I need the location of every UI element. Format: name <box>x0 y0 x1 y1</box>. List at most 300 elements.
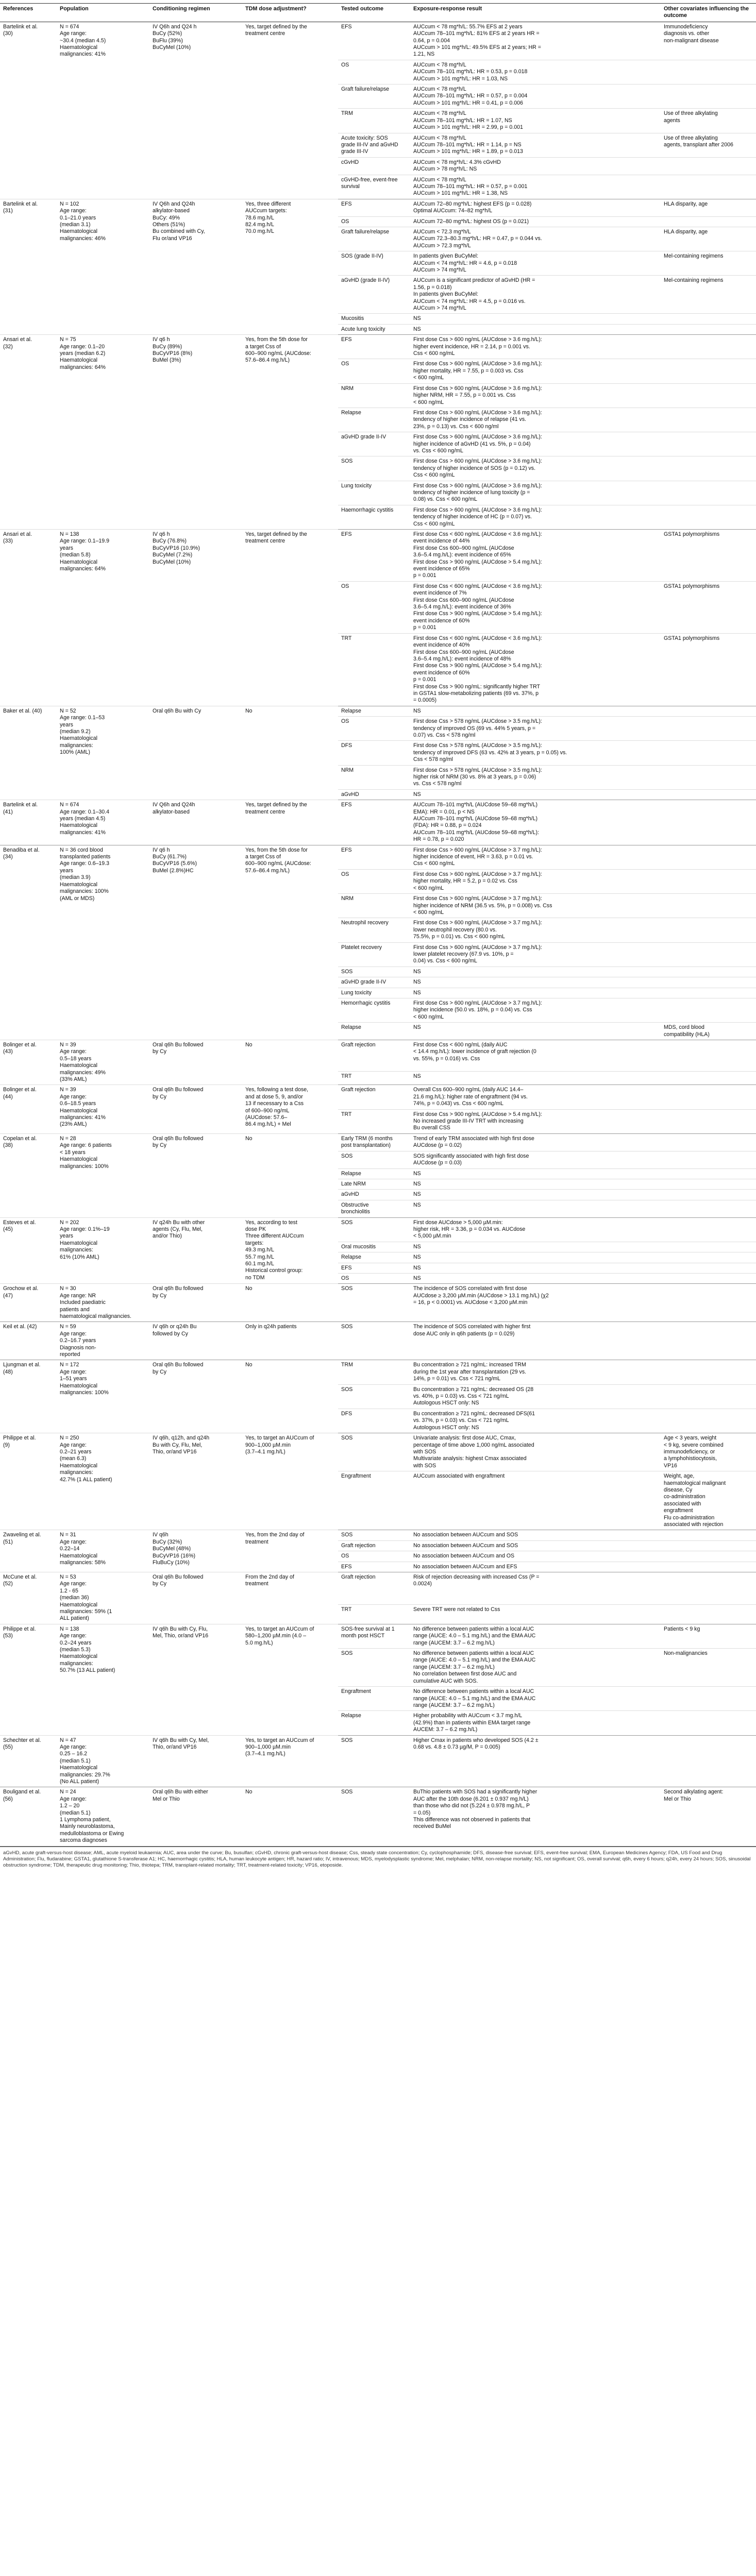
tdm-cell-line: a target Css of <box>245 854 281 860</box>
tested-outcome-cell <box>338 1217 410 1242</box>
conditioning-regimen-cell-line: Bu combined with Cy, <box>153 228 205 235</box>
conditioning-regimen-cell-line: BuMel (3%) <box>153 357 181 364</box>
population-cell-line: malignancies: 41% <box>60 829 106 836</box>
exposure-response-cell-line: AUCcum 78–101 mg*h/L (AUCdose 59–68 mg*h/L): <box>413 829 539 836</box>
exposure-response-cell-line: First dose Css > 600 ng/mL (AUCdose > 3.7 mg.h/L): <box>413 895 542 902</box>
reference-cell <box>0 1787 57 1846</box>
conditioning-regimen-cell-line: BuCyMel (10%) <box>153 44 191 51</box>
population-cell-line: N = 172 <box>60 1362 79 1368</box>
tested-outcome-cell-line: aGvHD <box>341 791 359 798</box>
exposure-response-cell-line: p = 0.001 <box>413 624 436 631</box>
tdm-cell <box>242 800 338 845</box>
exposure-response-cell <box>410 84 661 109</box>
covariates-cell <box>661 530 756 582</box>
conditioning-regimen-cell <box>149 706 242 800</box>
exposure-response-cell <box>410 1023 661 1040</box>
covariates-cell <box>661 1190 756 1200</box>
exposure-response-cell-line: AUCcum > 72.3 mg*h/L <box>413 242 471 249</box>
tdm-cell-line: 5.0 mg.h/L) <box>245 1639 273 1646</box>
reference-cell-line: Bartelink et al. <box>3 802 38 808</box>
conditioning-regimen-cell-line: BuCyMel (48%) <box>153 1546 191 1552</box>
exposure-response-cell-line: Bu concentration ≥ 721 ng/mL: decreased OS (28 <box>413 1386 534 1393</box>
reference-cell-line: Keil et al. (42) <box>3 1324 37 1330</box>
exposure-response-cell <box>410 408 661 432</box>
exposure-response-cell-line: No association between AUCcum and SOS <box>413 1532 518 1538</box>
exposure-response-cell <box>410 1179 661 1189</box>
covariates-cell <box>661 84 756 109</box>
population-cell-line: Haematological <box>60 1382 98 1389</box>
table-row <box>0 845 756 869</box>
exposure-response-cell-line: First dose Css > 600 ng/mL (AUCdose > 3.7 mg.h/L): <box>413 999 542 1006</box>
covariates-cell-line: co-administration <box>664 1494 705 1500</box>
header-tested-outcome: Tested outcome <box>338 4 410 22</box>
exposure-response-cell-line: < 5,000 µM.min <box>413 1233 451 1240</box>
tested-outcome-cell-line: TRT <box>341 1606 352 1613</box>
tdm-cell-line: No <box>245 1362 253 1368</box>
reference-cell-line: Ansari et al. <box>3 336 32 343</box>
tested-outcome-cell <box>338 133 410 157</box>
reference-cell <box>0 1284 57 1322</box>
exposure-response-cell-line: No association between AUCcum and SOS <box>413 1542 518 1549</box>
reference-cell-line: Grochow et al. <box>3 1285 39 1292</box>
population-cell <box>57 22 149 199</box>
exposure-response-cell-line: tendency of higher incidence of HC (p = 0.07) vs. <box>413 514 532 520</box>
exposure-response-cell-line: < 14.4 mg.h/L): lower incidence of graft rejection (0 <box>413 1048 536 1055</box>
covariates-cell <box>661 1200 756 1217</box>
exposure-response-cell-line: NS <box>413 1024 421 1031</box>
exposure-response-cell-line: during the 1st year after transplantation (29 vs. <box>413 1368 527 1375</box>
exposure-response-cell-line: First dose Css > 600 ng/mL (AUCdose > 3.6 mg.h/L): <box>413 434 542 440</box>
exposure-response-cell-line: No association between AUCcum and OS <box>413 1553 515 1560</box>
exposure-response-cell-line: NS <box>413 1254 421 1261</box>
tested-outcome-cell <box>338 335 410 359</box>
conditioning-regimen-cell-line: IV q6h or q24h Bu <box>153 1324 197 1330</box>
population-cell-line: malignancies: 64% <box>60 364 106 370</box>
population-cell-line: Haematological <box>60 1062 98 1069</box>
exposure-response-cell-line: Css < 600 ng/mL <box>413 350 455 357</box>
population-cell-line: Haematological <box>60 228 98 235</box>
population-cell-line: N = 75 <box>60 336 76 343</box>
exposure-response-cell-line: lower neutrophil recovery (80.0 vs. <box>413 926 497 933</box>
exposure-response-cell-line: First dose Css 600–900 ng/mL (AUCdose <box>413 597 514 603</box>
exposure-response-cell-line: higher event incidence, HR = 2.14, p = 0.001 vs. <box>413 343 530 350</box>
covariates-cell <box>661 1711 756 1735</box>
reference-cell-line: Bouligand et al. <box>3 1789 41 1795</box>
covariates-cell-line: HLA disparity, age <box>664 200 708 207</box>
exposure-response-cell-line: event incidence of 65% <box>413 566 470 572</box>
exposure-response-cell-line: Css < 578 ng/ml <box>413 756 453 763</box>
covariates-cell-line: haematological malignant <box>664 1480 726 1486</box>
exposure-response-cell-line: lower platelet recovery (67.9 vs. 10%, p = <box>413 951 514 957</box>
tested-outcome-cell <box>338 1284 410 1322</box>
covariates-cell-line: disease, Cy <box>664 1486 693 1493</box>
population-cell-line: Age range: <box>60 1330 87 1337</box>
conditioning-regimen-cell-line: BuCyMel (7.2%) <box>153 552 193 558</box>
exposure-response-cell-line: higher mortality, HR = 5.2, p = 0.02 vs. Css <box>413 878 517 885</box>
population-cell <box>57 1217 149 1284</box>
table-body <box>0 22 756 1846</box>
exposure-response-cell-line: First dose Css > 600 ng/mL (AUCdose > 3.6 mg.h/L): <box>413 482 542 489</box>
exposure-response-cell <box>410 998 661 1022</box>
conditioning-regimen-cell-line: and/or Thio) <box>153 1233 182 1240</box>
population-cell-line: Diagnosis non- <box>60 1344 96 1351</box>
conditioning-regimen-cell-line: by Cy <box>153 1292 167 1299</box>
population-cell <box>57 1433 149 1530</box>
tdm-cell-line: 900–1,000 µM.min <box>245 1743 291 1750</box>
conditioning-regimen-cell-line: IV q6h <box>153 1532 169 1538</box>
tested-outcome-cell <box>338 1151 410 1168</box>
tested-outcome-cell <box>338 1322 410 1360</box>
population-cell-line: (No ALL patient) <box>60 1778 99 1785</box>
tested-outcome-cell-line: EFS <box>341 1563 352 1570</box>
exposure-response-cell-line: higher incidence of NRM (36.5 vs. 5%, p = 0.008) vs. Css <box>413 902 552 909</box>
exposure-response-cell-line: AUCcum < 78 mg*h/L <box>413 110 466 117</box>
covariates-cell <box>661 998 756 1022</box>
tested-outcome-cell-line: EFS <box>341 200 352 207</box>
covariates-cell <box>661 942 756 967</box>
population-cell <box>57 800 149 845</box>
exposure-response-cell <box>410 1433 661 1471</box>
reference-cell-line: Copelan et al. <box>3 1135 37 1142</box>
covariates-cell <box>661 324 756 334</box>
exposure-response-cell-line: < 600 ng/mL <box>413 909 444 916</box>
population-cell-line: 0.2–21 years <box>60 1448 92 1455</box>
tested-outcome-cell <box>338 1242 410 1252</box>
covariates-cell-line: compatibility (HLA) <box>664 1031 710 1038</box>
population-cell <box>57 530 149 706</box>
population-cell-line: 0.5–18 years <box>60 1055 92 1062</box>
population-cell-line: N = 39 <box>60 1087 76 1093</box>
exposure-response-cell-line: In patients given BuCyMel: <box>413 291 479 298</box>
covariates-cell <box>661 800 756 845</box>
covariates-cell <box>661 1409 756 1433</box>
exposure-response-cell-line: No association between AUCcum and EFS <box>413 1563 517 1570</box>
exposure-response-cell <box>410 481 661 505</box>
exposure-response-cell <box>410 1384 661 1409</box>
exposure-response-cell <box>410 1649 661 1687</box>
covariates-cell <box>661 1687 756 1711</box>
reference-cell <box>0 1433 57 1530</box>
tested-outcome-cell-line: Acute lung toxicity <box>341 326 385 332</box>
population-cell-line: transplanted patients <box>60 854 111 860</box>
covariates-cell <box>661 581 756 633</box>
tested-outcome-cell <box>338 216 410 227</box>
reference-cell-line: Ansari et al. <box>3 531 32 537</box>
covariates-cell <box>661 1217 756 1242</box>
reference-cell-line: Schechter et al. <box>3 1737 41 1743</box>
reference-cell <box>0 1572 57 1624</box>
conditioning-regimen-cell-line: by Cy <box>153 1368 167 1375</box>
covariates-cell <box>661 967 756 977</box>
tested-outcome-cell-line: TRM <box>341 1362 353 1368</box>
tested-outcome-cell-line: SOS <box>341 1789 353 1795</box>
tdm-cell-line: (AUCdose: 57.6– <box>245 1114 288 1121</box>
tested-outcome-cell-line: Neutrophil recovery <box>341 920 389 926</box>
exposure-response-cell-line: event incidence of 40% <box>413 642 470 649</box>
exposure-response-cell-line: AUCcum < 78 mg*h/L <box>413 176 466 183</box>
exposure-response-cell-line: BuThio patients with SOS had a significantly higher <box>413 1789 537 1795</box>
covariates-cell <box>661 383 756 408</box>
tested-outcome-cell <box>338 175 410 199</box>
exposure-response-cell-line: First dose Css < 600 ng/mL (AUCdose < 3.6 mg.h/L): <box>413 531 542 537</box>
population-cell-line: N = 52 <box>60 707 76 714</box>
exposure-response-cell-line: = 16, p < 0.0001) vs. AUCdose < 3,200 µM.min <box>413 1299 528 1306</box>
tested-outcome-cell <box>338 1572 410 1605</box>
exposure-response-cell-line: higher mortality, HR = 7.55, p = 0.003 vs. Css <box>413 367 524 374</box>
tdm-cell-line: treatment centre <box>245 808 285 815</box>
exposure-response-cell-line: 3.6–5.4 mg.h/L): event incidence of 65% <box>413 552 511 558</box>
population-cell-line: Age range: 0.1–30.4 <box>60 808 110 815</box>
covariates-cell <box>661 789 756 800</box>
population-cell-line: Age range: <box>60 1633 87 1639</box>
exposure-response-cell-line: tendency of higher incidence of relapse (41 vs. <box>413 416 527 423</box>
covariates-cell-line: Flu co-administration <box>664 1514 715 1521</box>
covariates-cell <box>661 251 756 276</box>
tested-outcome-cell-line: EFS <box>341 23 352 30</box>
population-cell-line: malignancies: 41% <box>60 1114 106 1121</box>
covariates-cell <box>661 1168 756 1179</box>
population-cell-line: 0.22–14 <box>60 1546 80 1552</box>
exposure-response-cell <box>410 1263 661 1273</box>
tested-outcome-cell <box>338 633 410 706</box>
conditioning-regimen-cell-line: Others (51%) <box>153 221 185 228</box>
covariates-cell <box>661 1151 756 1168</box>
exposure-response-cell-line: range (AUCEM: 3.7 – 6.2 mg.h/L) <box>413 1664 495 1670</box>
population-cell-line: (median 5.8) <box>60 552 91 558</box>
exposure-response-cell-line: NS <box>413 979 421 986</box>
conditioning-regimen-cell <box>149 22 242 199</box>
population-cell-line: Haematological <box>60 1765 98 1771</box>
population-cell-line: 0.2–24 years <box>60 1639 92 1646</box>
exposure-response-cell <box>410 1072 661 1085</box>
exposure-response-cell <box>410 456 661 481</box>
exposure-response-cell <box>410 1530 661 1540</box>
conditioning-regimen-cell-line: Oral q6h Bu followed <box>153 1087 204 1093</box>
exposure-response-cell-line: percentage of time above 1,000 ng/mL associated <box>413 1442 534 1448</box>
reference-cell-line: Philippe et al. <box>3 1625 36 1632</box>
tested-outcome-cell-line: TRT <box>341 1111 352 1117</box>
tested-outcome-cell <box>338 1649 410 1687</box>
table-row <box>0 1085 756 1109</box>
tdm-cell <box>242 1360 338 1433</box>
exposure-response-cell-line: NS <box>413 1073 421 1080</box>
population-cell-line: malignancies: <box>60 1247 93 1253</box>
exposure-response-table <box>0 3 756 1846</box>
population-cell-line: malignancies: 29.7% <box>60 1771 110 1778</box>
reference-cell-line: Bolinger et al. <box>3 1087 37 1093</box>
tested-outcome-cell-line: Relapse <box>341 1024 361 1031</box>
conditioning-regimen-cell-line: Oral q6h Bu followed <box>153 1135 204 1142</box>
tdm-cell-line: treatment <box>245 1581 268 1587</box>
exposure-response-cell-line: 1.21, NS <box>413 51 435 58</box>
conditioning-regimen-cell <box>149 1133 242 1217</box>
exposure-response-cell-line: in GSTA1 slow-metabolizing patients (69 vs. 37%, p <box>413 690 539 697</box>
population-cell-line: Included paediatric <box>60 1299 106 1306</box>
exposure-response-cell-line: No increased grade III-IV TRT with increasing <box>413 1118 524 1125</box>
exposure-response-cell-line: vs. 40%, p = 0.03) vs. Css < 721 ng/mL <box>413 1393 509 1400</box>
tested-outcome-cell <box>338 1711 410 1735</box>
exposure-response-cell-line: AUCcum 78–101 mg*h/L (AUCdose 59–68 mg*h/L) <box>413 802 538 808</box>
tested-outcome-cell-line: TRT <box>341 1073 352 1080</box>
population-cell-line: Haematological <box>60 1552 98 1559</box>
exposure-response-cell-line: First dose Css > 900 ng/mL (AUCdose > 5.4 mg.h/L): <box>413 1111 542 1117</box>
tested-outcome-cell <box>338 894 410 918</box>
tested-outcome-cell <box>338 1168 410 1179</box>
population-cell-line: 1 Lymphoma patient, <box>60 1817 111 1823</box>
exposure-response-cell-line: NS <box>413 1180 421 1187</box>
tdm-cell <box>242 199 338 335</box>
covariates-cell <box>661 1530 756 1540</box>
exposure-response-cell <box>410 717 661 741</box>
exposure-response-cell <box>410 1604 661 1624</box>
exposure-response-cell <box>410 1273 661 1283</box>
exposure-response-cell <box>410 706 661 716</box>
population-cell-line: 0.6–18.5 years <box>60 1100 96 1107</box>
exposure-response-cell-line: First dose Css > 600 ng/mL (AUCdose > 3.6 mg.h/L): <box>413 361 542 367</box>
population-cell-line: N = 250 <box>60 1435 79 1442</box>
population-cell-line: Haematological <box>60 735 98 742</box>
tested-outcome-cell-line: OS <box>341 1275 349 1281</box>
table-row <box>0 335 756 359</box>
exposure-response-cell-line: (FDA): HR = 0.88, p = 0.024 <box>413 822 482 829</box>
population-cell-line: (mean 6.3) <box>60 1455 87 1462</box>
tested-outcome-cell-line: survival <box>341 183 360 190</box>
header-other-covariates: Other covariates influencing the outcome <box>661 4 756 22</box>
tdm-cell-line: 60.1 mg.h/L <box>245 1260 274 1267</box>
tdm-cell-line: 13 if necessary to a Css <box>245 1100 304 1107</box>
tested-outcome-cell <box>338 505 410 529</box>
tested-outcome-cell-line: NRM <box>341 385 354 392</box>
exposure-response-cell-line: = 0.05) <box>413 1809 431 1816</box>
covariates-cell <box>661 894 756 918</box>
conditioning-regimen-cell <box>149 199 242 335</box>
exposure-response-cell-line: cumulative AUC with SOS. <box>413 1677 478 1684</box>
reference-cell <box>0 335 57 530</box>
table-row <box>0 1284 756 1322</box>
tested-outcome-cell-line: Hemorrhagic cystitis <box>341 999 391 1006</box>
exposure-response-cell-line: AUCcum < 78 mg*h/L: 55.7% EFS at 2 years <box>413 23 523 30</box>
table-footnote: aGvHD, acute graft-versus-host disease; AML, acute myeloid leukaemia; AUC, area under the curve; Bu, busulfan; cGvHD, chronic graft-versus-host disease; Css, steady state concentration; Cy, cyclophosphamide; DFS, disease-free survival; EFS, event-free survival; EMA, European Medicines Agency; FDA, US Food and Drug Administration; Flu, fludarabine; GSTA1, glutathione S-transferase A1; HC, haemorrhagic cystitis; HLA, human leukocyte antigen; HR, hazard ratio; IV, intravenous; MDS, myelodysplastic syndrome; Mel, melphalan; NRM, non-relapse mortality; NS, not significant; OS, overall survival; q6h, every 6 hours; q24h, every 24 hours; SOS, sinusoidal obstruction syndrome; TDM, therapeutic drug monitoring; Thio, thiotepa; TRM, transplant-related mortality; TRT, treatment-related toxicity; VP16, etoposide. <box>0 1846 756 1874</box>
tested-outcome-cell-line: EFS <box>341 802 352 808</box>
tested-outcome-cell <box>338 918 410 942</box>
conditioning-regimen-cell-line: Mel or Thio <box>153 1795 180 1802</box>
population-cell-line: ~30.4 (median 4.5) <box>60 37 106 44</box>
exposure-response-cell <box>410 383 661 408</box>
exposure-response-cell-line: NS <box>413 1275 421 1281</box>
exposure-response-cell-line: First dose Css > 600 ng/mL (AUCdose > 3.7 mg.h/L): <box>413 871 542 877</box>
exposure-response-cell-line: First dose Css > 600 ng/mL (AUCdose > 3.6 mg.h/L): <box>413 409 542 416</box>
exposure-response-cell-line: AUCcum 72–80 mg*h/L: highest EFS (p = 0.028) <box>413 200 532 207</box>
reference-cell-line: (56) <box>3 1795 13 1802</box>
covariates-cell <box>661 276 756 314</box>
population-cell-line: N = 24 <box>60 1789 76 1795</box>
exposure-response-cell-line: 23%, p = 0.13) vs. Css < 600 ng/ml <box>413 423 499 430</box>
table-row <box>0 1360 756 1384</box>
exposure-response-cell <box>410 109 661 133</box>
exposure-response-cell-line: First dose Css > 600 ng/mL (AUCdose > 3.7 mg.h/L): <box>413 944 542 951</box>
population-cell-line: Age range: <box>60 1093 87 1100</box>
tested-outcome-cell-line: Oral mucositis <box>341 1243 376 1250</box>
tdm-cell <box>242 1530 338 1572</box>
reference-cell-line: (38) <box>3 1142 13 1149</box>
covariates-cell <box>661 359 756 383</box>
exposure-response-cell <box>410 741 661 765</box>
tested-outcome-cell-line: Graft rejection <box>341 1542 376 1549</box>
exposure-response-cell-line: NS <box>413 791 421 798</box>
reference-cell-line: (55) <box>3 1743 13 1750</box>
table-row <box>0 1735 756 1787</box>
table-row <box>0 1217 756 1242</box>
population-cell-line: (median 3.9) <box>60 874 91 881</box>
exposure-response-cell-line: First dose Css > 900 ng/mL (AUCdose > 5.4 mg.h/L): <box>413 558 542 565</box>
conditioning-regimen-cell-line: IV q6h Bu with Cy, Flu, <box>153 1625 208 1632</box>
tdm-cell <box>242 335 338 530</box>
tested-outcome-cell-line: grade III-IV and aGvHD <box>341 141 398 148</box>
covariates-cell <box>661 1085 756 1109</box>
covariates-cell-line: non-malignant disease <box>664 37 719 44</box>
exposure-response-cell-line: range (AUCE: 4.0 – 5.1 mg.h/L) and the EMA AUC <box>413 1695 536 1702</box>
population-cell-line: (AML or MDS) <box>60 895 95 902</box>
exposure-response-cell <box>410 894 661 918</box>
covariates-cell <box>661 1284 756 1322</box>
exposure-response-cell <box>410 1085 661 1109</box>
tdm-cell-line: From the 2nd day of <box>245 1574 294 1580</box>
conditioning-regimen-cell-line: BuFlu (39%) <box>153 37 183 44</box>
covariates-cell <box>661 869 756 893</box>
exposure-response-cell-line: First dose Css > 600 ng/mL (AUCdose > 3.7 mg.h/L): <box>413 920 542 926</box>
exposure-response-cell-line: AUCcum < 72.3 mg*h/L <box>413 228 471 235</box>
conditioning-regimen-cell-line: IV q6 h <box>153 531 170 537</box>
tested-outcome-cell-line: Mucositis <box>341 315 364 322</box>
population-cell-line: (median 3.1) <box>60 221 91 228</box>
exposure-response-cell-line: tendency of improved DFS (63 vs. 42% at 3 years, p = 0.05) vs. <box>413 749 567 756</box>
exposure-response-cell-line: than those who did not (5.224 ± 0.978 mg.h/L, P <box>413 1803 530 1809</box>
population-cell-line: malignancies: 100% <box>60 1163 109 1170</box>
population-cell-line: years (median 6.2) <box>60 350 106 357</box>
tested-outcome-cell <box>338 408 410 432</box>
population-cell-line: Haematological <box>60 1240 98 1246</box>
tested-outcome-cell <box>338 359 410 383</box>
covariates-cell <box>661 157 756 175</box>
population-cell-line: N = 53 <box>60 1574 76 1580</box>
exposure-response-cell <box>410 216 661 227</box>
conditioning-regimen-cell-line: Oral q6h Bu with Cy <box>153 707 201 714</box>
tested-outcome-cell <box>338 1562 410 1572</box>
reference-cell-line: Esteves et al. <box>3 1219 36 1226</box>
population-cell-line: Age range: <box>60 1538 87 1545</box>
covariates-cell-line: immunodeficiency, or <box>664 1448 715 1455</box>
tested-outcome-cell <box>338 60 410 84</box>
exposure-response-cell-line: First dose Css > 600 ng/mL (AUCdose > 3.6 mg.h/L): <box>413 336 542 343</box>
exposure-response-cell-line: AUCcum > 101 mg*h/L: HR = 1.38, NS <box>413 190 508 197</box>
exposure-response-cell-line: Autologous HSCT only: NS <box>413 1424 479 1431</box>
covariates-cell <box>661 633 756 706</box>
conditioning-regimen-cell-line: by Cy <box>153 1093 167 1100</box>
exposure-response-cell-line: Css < 600 ng/mL <box>413 472 455 479</box>
conditioning-regimen-cell-line: IV Q6h and Q24h <box>153 802 195 808</box>
population-cell-line: malignancies: 100% <box>60 888 109 895</box>
covariates-cell <box>661 1023 756 1040</box>
tested-outcome-cell-line: SOS <box>341 1153 353 1159</box>
covariates-cell <box>661 717 756 741</box>
population-cell-line: Age range: <box>60 1795 87 1802</box>
tested-outcome-cell-line: Relapse <box>341 409 361 416</box>
tested-outcome-cell-line: post transplantation) <box>341 1142 391 1149</box>
population-cell-line: 0.1–21.0 years <box>60 214 96 221</box>
exposure-response-cell-line: First dose Css < 600 ng/mL (AUCdose < 3.6 mg.h/L): <box>413 583 542 589</box>
population-cell-line: 61% (10% AML) <box>60 1253 99 1260</box>
population-cell-line: Age range: <box>60 1368 87 1375</box>
